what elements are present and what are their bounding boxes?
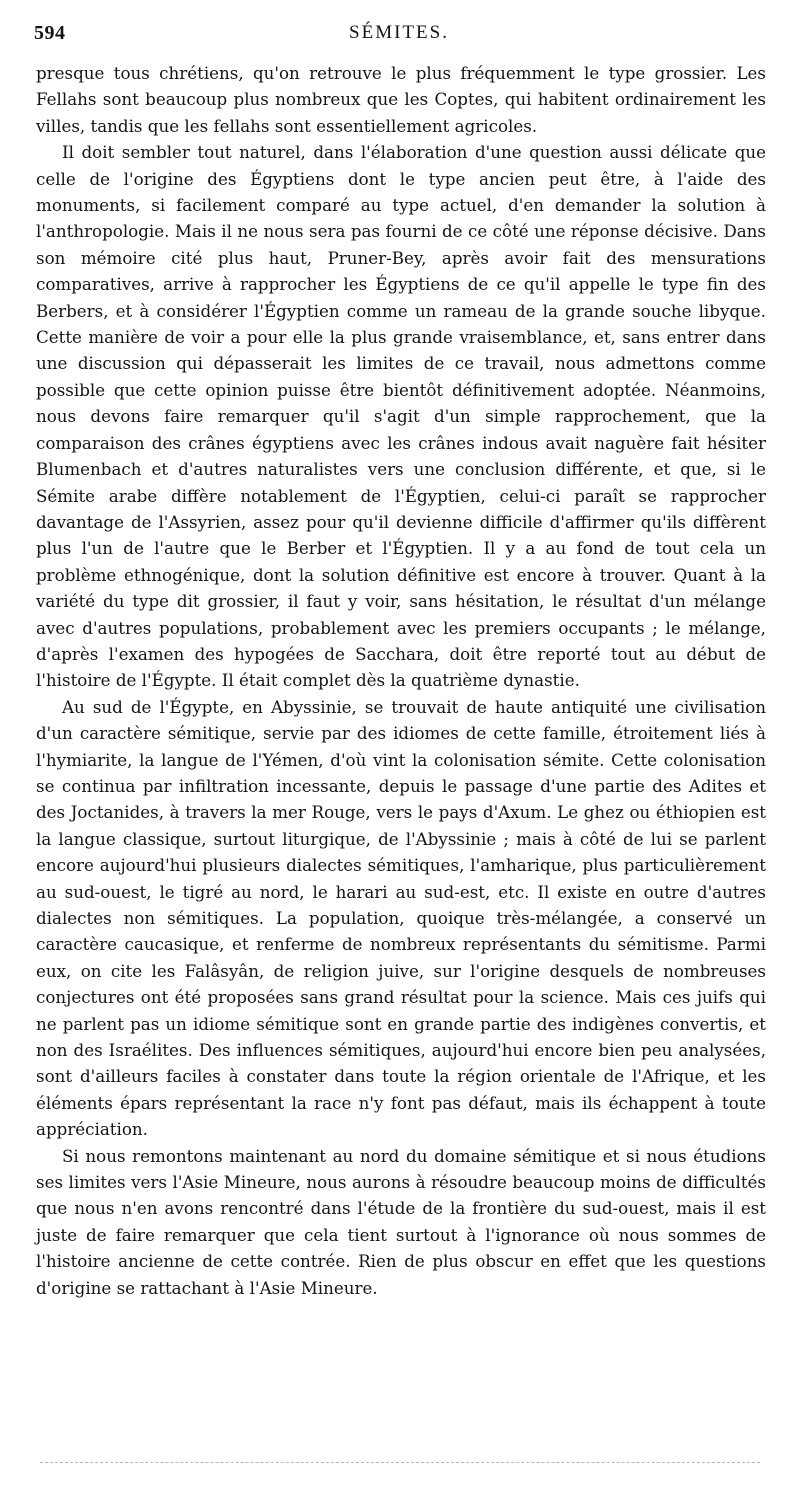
page-number: 594 [34, 22, 66, 44]
body-text [36, 60, 766, 1301]
paragraph-continuation: presque tous chrétiens, qu'on retrouve le plus fréquemment le type grossier. Les Fellahs sont beaucoup plus nombreux que les Coptes, qui habitent ordinairement les villes, tandis que les fellahs sont essentiellement agricoles. [36, 63, 766, 136]
paragraph-anthropology: Il doit sembler tout naturel, dans l'élaboration d'une question aussi délicate que celle de l'origine des Égyptiens dont le type ancien peut être, à l'aide des monuments, si facilement comparé au type actuel, d'en demander la solution à l'anthropologie. Mais il ne nous sera pas fourni de ce côté une réponse décisive. Dans son mémoire cité plus haut, Pruner-Bey, après avoir fait des mensurations comparatives, arrive à rapprocher les Égyptiens de ce qu'il appelle le type fin des Berbers, et à considérer l'Égyptien comme un rameau de la grande souche libyque. Cette manière de voir a pour elle la plus grande vraisemblance, et, sans entrer dans une discussion qui dépasserait les limites de ce travail, nous admettons comme possible que cette opinion puisse être bientôt définitivement adoptée. Néanmoins, nous devons faire remarquer qu'il s'agit d'un simple rapprochement, que la comparaison des crânes égyptiens avec les crânes indous avait naguère fait hésiter Blumenbach et d'autres naturalistes vers une conclusion différente, et que, si le Sémite arabe diffère notablement de l'Égyptien, celui-ci paraît se rapprocher davantage de l'Assyrien, assez pour qu'il devienne difficile d'affirmer qu'ils diffèrent plus l'un de l'autre que le Berber et l'Égyptien. Il y a au fond de tout cela un problème ethnogénique, dont la solution définitive est encore à trouver. Quant à la variété du type dit grossier, il faut y voir, sans hésitation, le résultat d'un mélange avec d'autres populations, probablement avec les premiers occupants ; le mélange, d'après l'examen des hypogées de Sacchara, doit être reporté tout au début de l'histoire de l'Égypte. Il était complet dès la quatrième dynastie. [36, 142, 766, 691]
paragraph-abyssinia: Au sud de l'Égypte, en Abyssinie, se trouvait de haute antiquité une civilisation d'un caractère sémitique, servie par des idiomes de cette famille, étroitement liés à l'hymiarite, la langue de l'Yémen, d'où vint la colonisation sémite. Cette colonisation se continua par infiltration incessante, depuis le passage d'une partie des Adites et des Joctanides, à travers la mer Rouge, vers le pays d'Axum. Le ghez ou éthiopien est la langue classique, surtout liturgique, de l'Abyssinie ; mais à côté de lui se parlent encore aujourd'hui plusieurs dialectes sémitiques, l'amharique, plus particulièrement au sud-ouest, le tigré au nord, le harari au sud-est, etc. Il existe en outre d'autres dialectes non sémitiques. La population, quoique très-mélangée, a conservé un caractère caucasique, et renferme de nombreux représentants du sémitisme. Parmi eux, on cite les Falâsyân, de religion juive, sur l'origine desquels de nombreuses conjectures ont été proposées sans grand résultat pour la science. Mais ces juifs qui ne parlent pas un idiome sémitique sont en grande partie des indigènes convertis, et non des Israélites. Des influences sémitiques, aujourd'hui encore bien peu analysées, sont d'ailleurs faciles à constater dans toute la région orientale de l'Afrique, et les éléments épars représentant la race n'y font pas défaut, mais ils échappent à toute appréciation. [36, 696, 766, 1140]
page-header [34, 22, 764, 52]
paragraph-asia-minor: Si nous remontons maintenant au nord du domaine sémitique et si nous étudions ses limites vers l'Asie Mineure, nous aurons à résoudre beaucoup moins de difficultés que nous n'en avons rencontré dans l'étude de la frontière du sud-ouest, mais il est juste de faire remarquer que cela tient surtout à l'ignorance où nous sommes de l'histoire ancienne de cette contrée. Rien de plus obscur en effet que les questions d'origine se rattachant à l'Asie Mineure. [36, 1145, 766, 1298]
footer-rule [40, 1462, 760, 1463]
running-title: SÉMITES. [349, 22, 449, 43]
